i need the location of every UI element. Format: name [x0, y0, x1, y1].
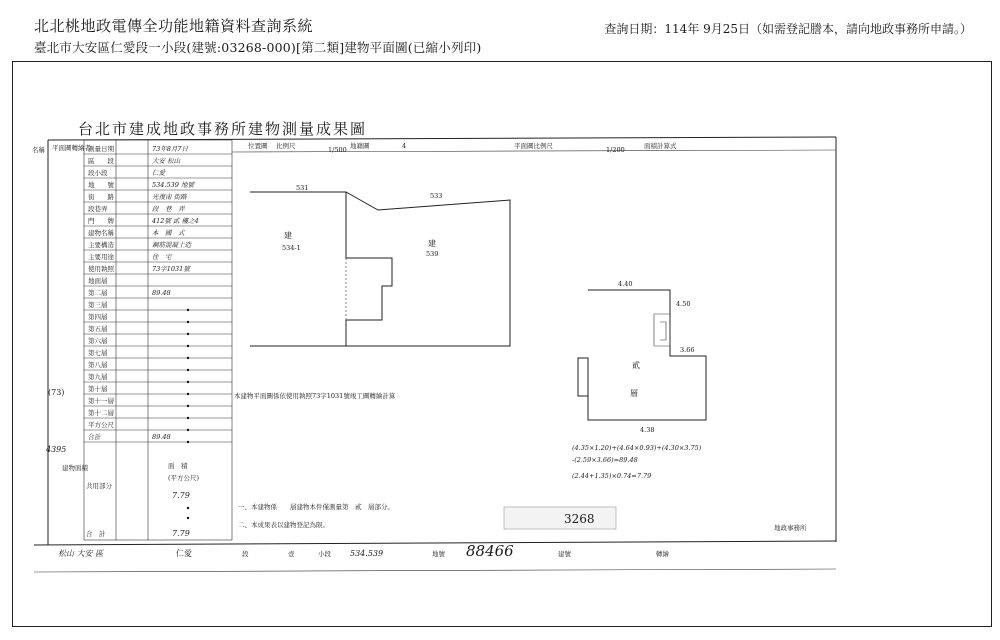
site-scale-label: 比例尺 — [276, 142, 296, 150]
table-row-value: 仁愛 — [152, 169, 165, 177]
bottom-building-no: 88466 — [466, 542, 514, 560]
total-value: 7.79 — [172, 529, 190, 538]
ref-scale: 1/500 — [328, 146, 347, 154]
table-row-label: 使用執照 — [88, 265, 114, 273]
floor-mark: 貳 — [632, 361, 640, 370]
floor-label: 層 — [630, 389, 638, 398]
stamp-box — [504, 507, 616, 529]
bottom-district: 松山 大安 區 — [58, 549, 104, 558]
attribute-table-rows — [84, 144, 232, 442]
bottom-section: 仁愛 — [176, 549, 192, 558]
bottom-building-label: 建號 — [558, 550, 571, 558]
bottom-lot: 534.539 — [350, 549, 384, 558]
side-note-1: (73) — [48, 388, 65, 397]
table-row-label: 段巷弄 — [88, 205, 108, 213]
query-date: 查詢日期：114年 9月25日（如需登記謄本，請向地政事務所申請。） — [604, 22, 972, 36]
table-row-label: 地 號 — [88, 181, 114, 189]
total-label: 合 計 — [86, 530, 106, 538]
table-row-label: 第五層 — [88, 325, 108, 333]
table-row-label: 門 牌 — [88, 217, 114, 225]
right-vertical-note: 地政事務所 — [774, 524, 807, 532]
lot-left-number: 534-1 — [282, 244, 301, 252]
document-title: 台北市建成地政事務所建物測量成果圖 — [78, 120, 368, 138]
table-row-label: 主要構造 — [88, 241, 114, 249]
table-row-value: 本 國 式 — [152, 229, 185, 237]
transcriber-label: 平面圖轉繪者 — [52, 144, 91, 152]
table-row-label: 第三層 — [88, 301, 108, 309]
table-row-label: 第十二層 — [88, 409, 114, 417]
lot-right-number: 539 — [426, 250, 439, 258]
table-row-label: 地面層 — [88, 277, 108, 285]
calc-line-3: (2.44+1.35)×0.74=7.79 — [572, 472, 652, 480]
table-row-value: 住 宅 — [152, 253, 172, 261]
table-row-value: 534.539 地號 — [152, 181, 194, 189]
note-1: 一、本建物係 層建物本件僅測量第 貳 層部分。 — [238, 503, 394, 511]
shared-value: 7.79 — [172, 491, 190, 500]
bottom-section-suffix: 段 — [242, 550, 249, 558]
document-subtitle: 臺北市大安區仁愛段一小段(建號:03268-000)[第二類]建物平面圖(已縮小列印) — [34, 40, 482, 55]
table-row-value: 89.48 — [152, 289, 171, 297]
table-row-label: 第六層 — [88, 337, 108, 345]
shared-title: 共用部分 — [86, 482, 112, 490]
floor-scale: 1/200 — [606, 146, 625, 154]
table-row-value: 412號 貳 樓之4 — [152, 217, 199, 225]
table-row-value: 73字1031號 — [152, 265, 190, 273]
plan-header-line — [232, 150, 836, 152]
bottom-lot-label: 小段 — [318, 550, 331, 558]
table-row-label: 平方公尺 — [88, 421, 114, 429]
ref-number: 4 — [402, 142, 407, 150]
area-dot-column — [187, 309, 189, 519]
unit-label: (平方公尺) — [168, 474, 200, 482]
plan-dim-bottom: 4.38 — [640, 426, 655, 434]
lot-right-mark: 建 — [428, 239, 436, 248]
table-row-value: 73年8月7日 — [152, 145, 189, 153]
plan-dim-top: 4.40 — [618, 280, 633, 288]
table-row-label: 第八層 — [88, 361, 108, 369]
table-row-label: 第十一層 — [88, 397, 114, 405]
table-row-label: 合計 — [88, 433, 101, 441]
note-2: 二、本成果表以建物登記為限。 — [238, 521, 329, 529]
area-label: 面 積 — [168, 462, 188, 470]
table-row-label: 第四層 — [88, 313, 108, 321]
left-margin-label: 名稱 — [32, 146, 45, 154]
dim-top-left: 531 — [296, 184, 309, 192]
table-row-label: 第九層 — [88, 373, 108, 381]
table-row-label: 測量日期 — [88, 145, 114, 153]
bottom-remark: 轉繪 — [656, 550, 669, 558]
table-row-label: 第十層 — [88, 385, 108, 393]
bottom-subsection: 壹 — [288, 550, 295, 558]
sheet-footer-line — [34, 569, 836, 572]
site-plan — [250, 192, 510, 346]
table-row-value: 段 巷 弄 — [152, 205, 185, 213]
calc-line-1: (4.35×1.20)+(4.64×0.93)+(4.30×3.75) — [572, 444, 702, 452]
table-row-label: 第二層 — [88, 289, 108, 297]
calc-line-2: -(2.59×3.66)=89.48 — [572, 456, 638, 464]
lot-left-mark: 建 — [284, 231, 292, 240]
middle-note: 本建物平面圖係依使用執照73字1031號竣工圖轉繪計算 — [234, 392, 396, 400]
plan-dim-right2: 3.66 — [680, 346, 695, 354]
stamp-number: 3268 — [564, 512, 595, 526]
plan-dim-right: 4.50 — [676, 300, 691, 308]
table-row-value: 大安 松山 — [152, 157, 181, 165]
building-area-label: 建物面積 — [62, 464, 88, 472]
table-row-label: 第七層 — [88, 349, 108, 357]
table-row-value: 89.48 — [152, 433, 171, 441]
ref-label: 地籍圖 — [350, 142, 370, 150]
floor-plan — [578, 290, 706, 420]
table-row-value: 光復南 街路 — [152, 193, 187, 201]
dim-top-right: 533 — [430, 192, 443, 200]
floor-scale-label: 平面圖比例尺 — [514, 142, 553, 150]
sheet-bottom-line — [34, 541, 836, 545]
system-title: 北北桃地政電傳全功能地籍資料查詢系統 — [34, 17, 314, 35]
site-plan-label: 位置圖 — [248, 142, 268, 150]
table-row-label: 區 段 — [88, 157, 114, 165]
table-row-label: 主要用途 — [88, 253, 114, 261]
table-row-label: 建物名稱 — [88, 229, 114, 237]
side-note-2: 4395 — [46, 445, 67, 454]
table-row-label: 段小段 — [88, 169, 108, 177]
calc-label: 面積計算式 — [644, 142, 677, 150]
table-row-label: 街 路 — [88, 193, 114, 201]
bottom-lot-suffix: 地號 — [432, 550, 445, 558]
table-row-value: 鋼筋混凝土造 — [152, 241, 191, 249]
